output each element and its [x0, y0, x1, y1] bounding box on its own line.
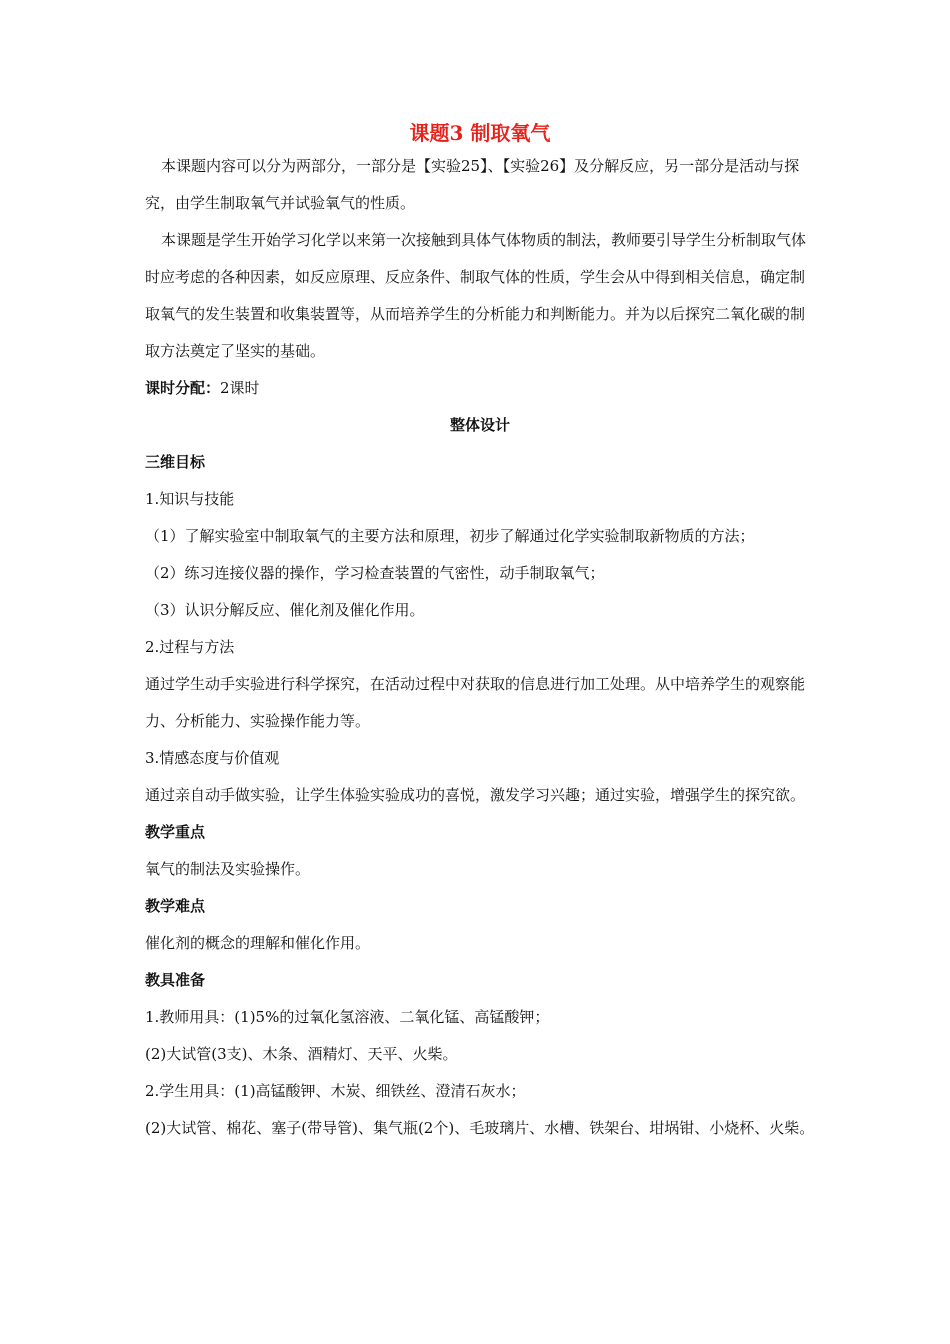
document-title: 课题3 制取氧气	[409, 121, 551, 145]
knowledge-item-2: （2）练习连接仪器的操作，学习检查装置的气密性，动手制取氧气；	[145, 564, 605, 582]
document-body	[145, 118, 815, 1147]
objectives-heading: 三维目标	[145, 453, 206, 471]
class-hours	[145, 370, 815, 407]
materials-line-1: 1.教师用具：(1)5%的过氧化氢溶液、二氧化锰、高锰酸钾；	[145, 1008, 550, 1026]
difficult-point-text: 催化剂的概念的理解和催化作用。	[145, 934, 371, 952]
materials-line-2: (2)大试管(3支)、木条、酒精灯、天平、火柴。	[145, 1045, 458, 1063]
knowledge-heading: 1.知识与技能	[145, 490, 235, 508]
knowledge-item-3: （3）认识分解反应、催化剂及催化作用。	[145, 601, 425, 619]
key-point-heading: 教学重点	[145, 823, 206, 841]
class-hours-label: 课时分配：	[145, 379, 221, 397]
class-hours-value: 2课时	[220, 379, 260, 397]
intro-paragraph-2: 本课题是学生开始学习化学以来第一次接触到具体气体物质的制法，教师要引导学生分析制取气体时应考虑的各种因素，如反应原理、反应条件、制取气体的性质，学生会从中得到相关信息，确定制取氧气的发生装置和收集装置等，从而培养学生的分析能力和判断能力。并为以后探究二氧化碳的制取方法奠定了坚实的基础。	[145, 231, 807, 360]
difficult-point-heading: 教学难点	[145, 897, 206, 915]
process-text: 通过学生动手实验进行科学探究，在活动过程中对获取的信息进行加工处理。从中培养学生的观察能力、分析能力、实验操作能力等。	[145, 675, 806, 730]
emotion-text: 通过亲自动手做实验，让学生体验实验成功的喜悦，激发学习兴趣；通过实验，增强学生的探究欲。	[145, 786, 806, 804]
emotion-heading: 3.情感态度与价值观	[145, 749, 280, 767]
materials-line-3: 2.学生用具：(1)高锰酸钾、木炭、细铁丝、澄清石灰水；	[145, 1082, 526, 1100]
materials-heading: 教具准备	[145, 971, 206, 989]
overall-design-heading: 整体设计	[449, 416, 510, 434]
intro-paragraph-1: 本课题内容可以分为两部分，一部分是【实验25】、【实验26】及分解反应，另一部分是活动与探究，由学生制取氧气并试验氧气的性质。	[145, 157, 800, 212]
knowledge-item-1: （1）了解实验室中制取氧气的主要方法和原理，初步了解通过化学实验制取新物质的方法；	[145, 527, 755, 545]
process-heading: 2.过程与方法	[145, 638, 235, 656]
key-point-text: 氧气的制法及实验操作。	[145, 860, 311, 878]
materials-line-4: (2)大试管、棉花、塞子(带导管)、集气瓶(2个)、毛玻璃片、水槽、铁架台、坩埚钳、小烧杯、火柴。	[145, 1119, 815, 1137]
